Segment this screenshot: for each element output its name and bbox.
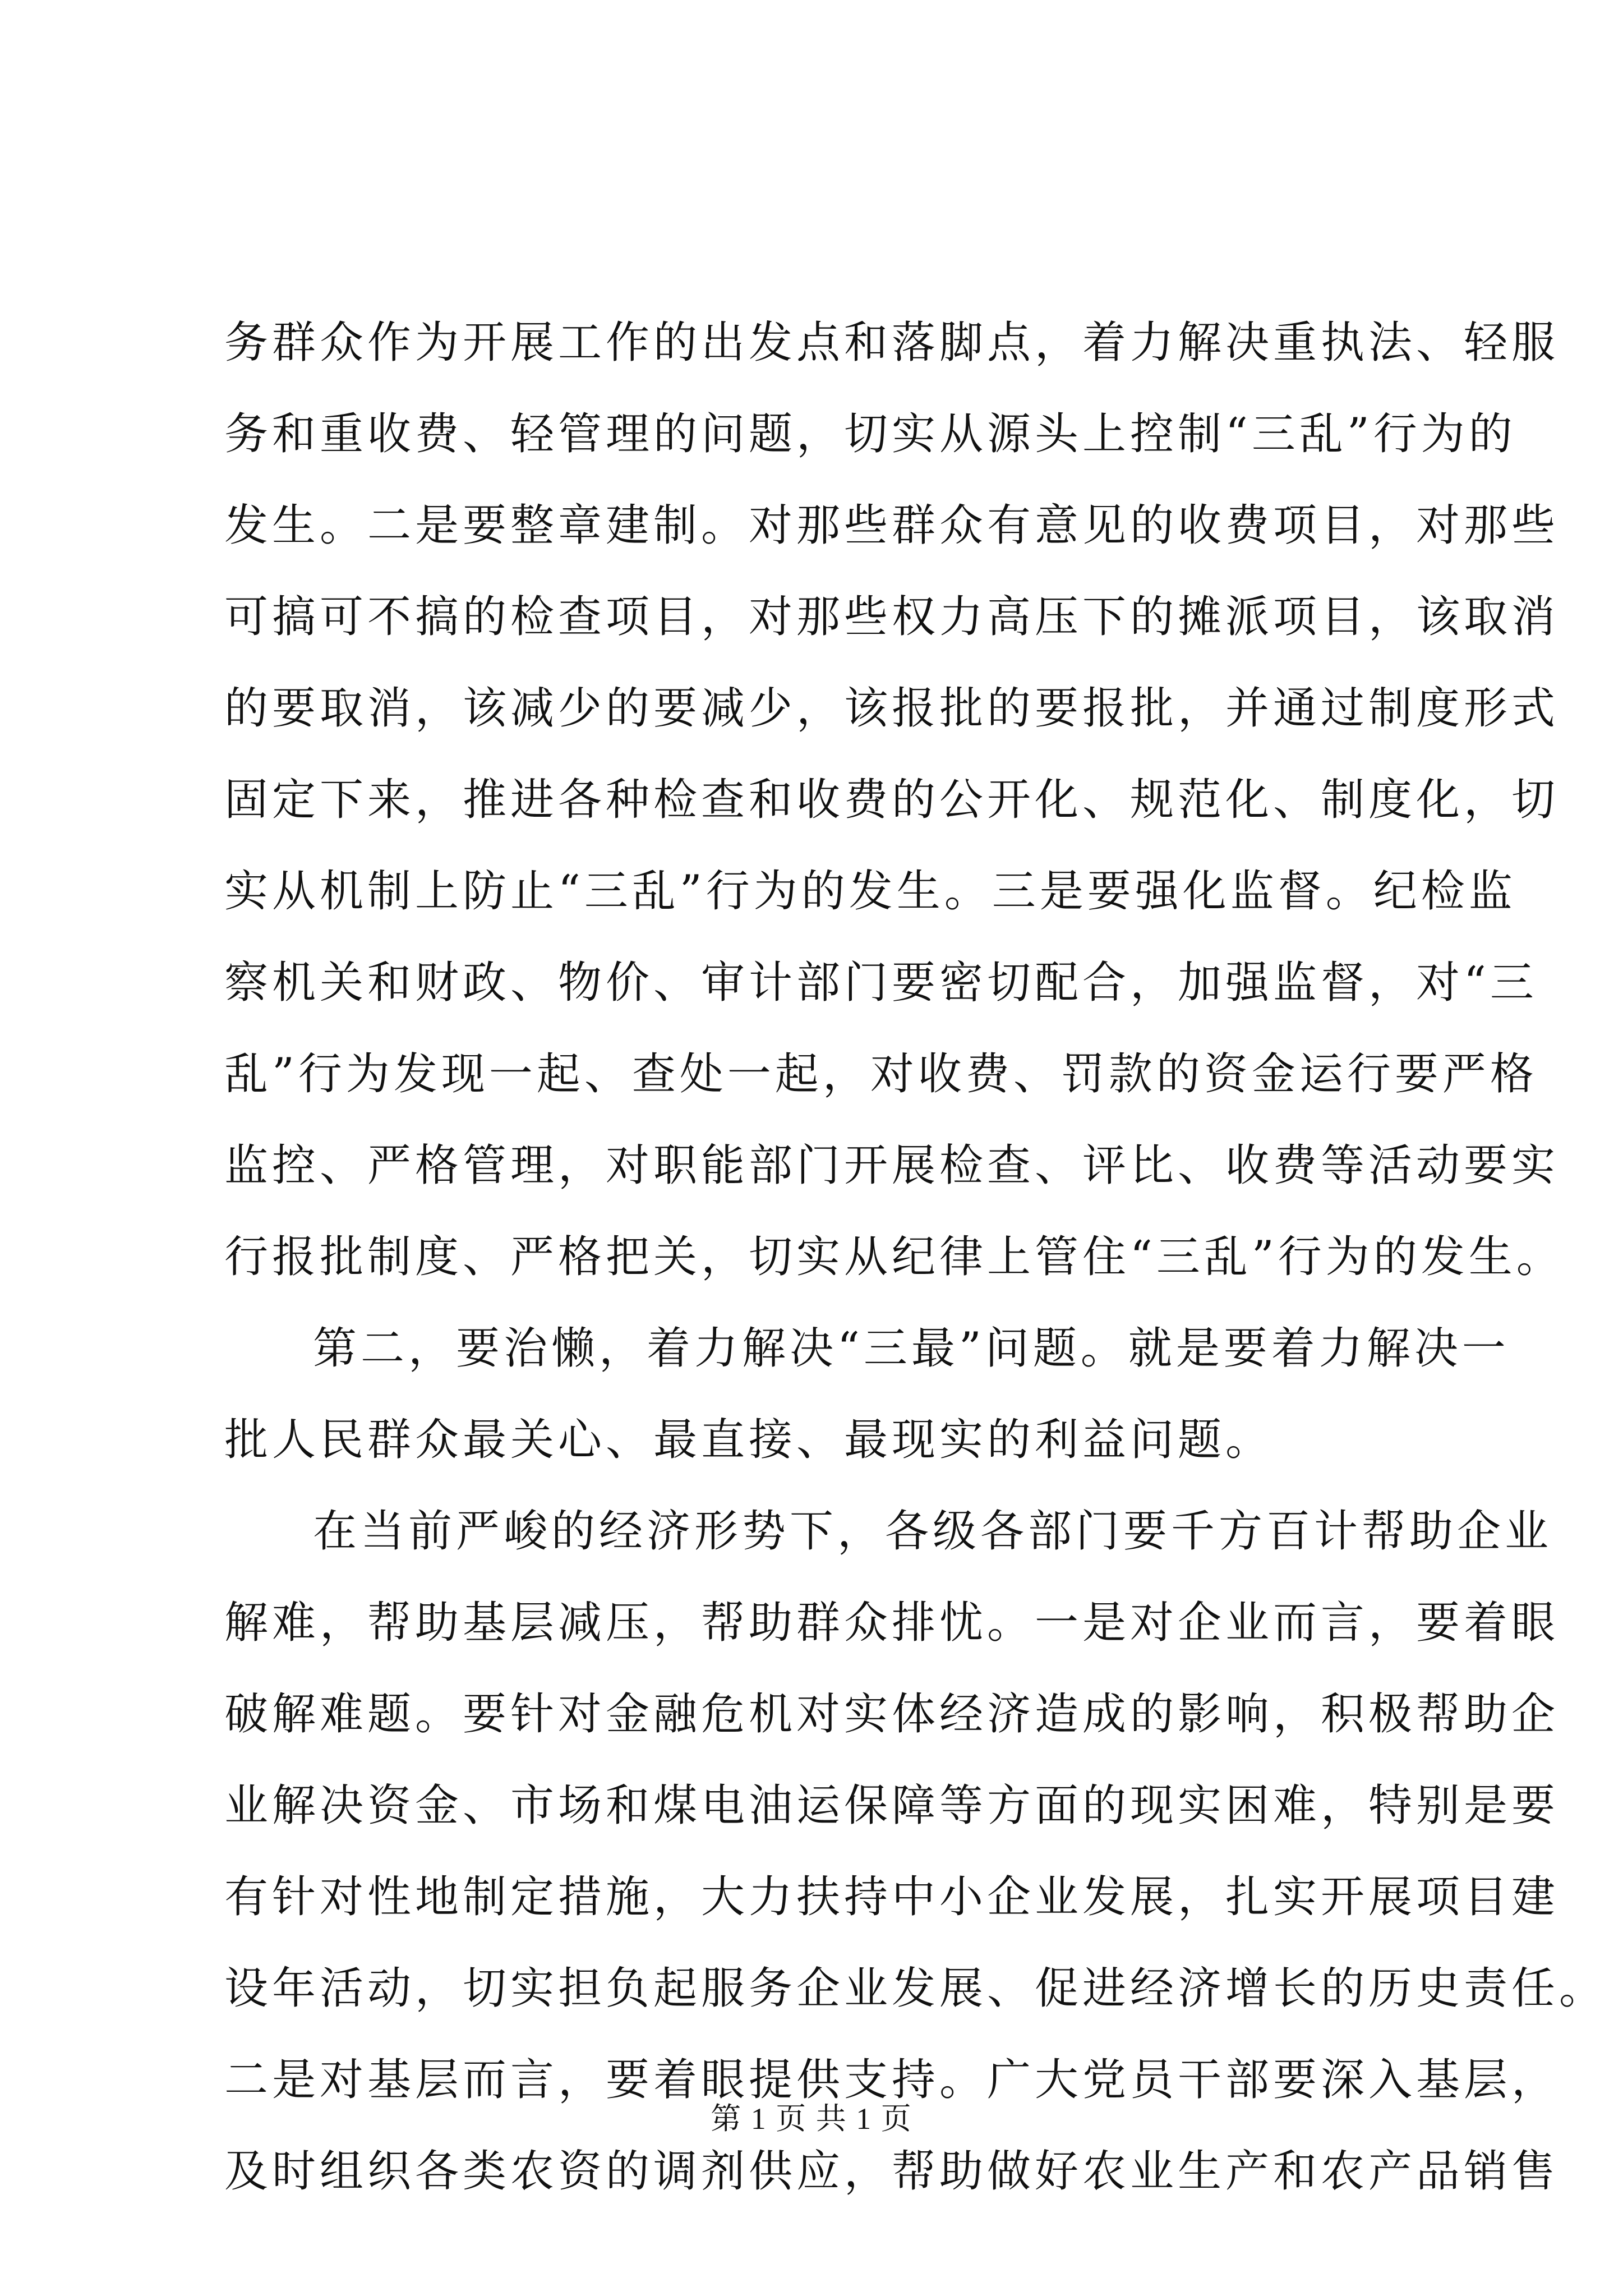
text-line: 行报批制度、严格把关，切实从纪律上管住“三乱”行为的发生。	[224, 1232, 1564, 1282]
text-line: 务和重收费、轻管理的问题，切实从源头上控制“三乱”行为的	[224, 409, 1516, 459]
text-line: 在当前严峻的经济形势下，各级各部门要千方百计帮助企业	[313, 1506, 1553, 1557]
text-line: 乱”行为发现一起、查处一起，对收费、罚款的资金运行要严格	[224, 1049, 1538, 1099]
text-line: 可搞可不搞的检查项目，对那些权力高压下的摊派项目，该取消	[224, 592, 1560, 642]
text-line: 实从机制上防止“三乱”行为的发生。三是要强化监督。纪检监	[224, 866, 1516, 917]
text-line: 解难，帮助基层减压，帮助群众排忧。一是对企业而言，要着眼	[224, 1598, 1560, 1648]
text-line: 及时组织各类农资的调剂供应，帮助做好农业生产和农产品销售	[224, 2146, 1560, 2197]
text-line: 破解难题。要针对金融危机对实体经济造成的影响，积极帮助企	[224, 1689, 1560, 1740]
text-line: 察机关和财政、物价、审计部门要密切配合，加强监督，对“三	[224, 958, 1538, 1008]
text-line: 设年活动，切实担负起服务企业发展、促进经济增长的历史责任。	[224, 1963, 1607, 2014]
text-line: 监控、严格管理，对职能部门开展检查、评比、收费等活动要实	[224, 1140, 1560, 1191]
text-line: 发生。二是要整章建制。对那些群众有意见的收费项目，对那些	[224, 500, 1560, 551]
document-body	[224, 297, 1607, 2217]
text-line: 有针对性地制定措施，大力扶持中小企业发展，扎实开展项目建	[224, 1872, 1560, 1922]
text-line: 的要取消，该减少的要减少，该报批的要报批，并通过制度形式	[224, 683, 1560, 734]
text-line: 二是对基层而言，要着眼提供支持。广大党员干部要深入基层，	[224, 2055, 1560, 2105]
text-line: 务群众作为开展工作的出发点和落脚点，着力解决重执法、轻服	[224, 318, 1560, 368]
text-line: 批人民群众最关心、最直接、最现实的利益问题。	[224, 1415, 1274, 1465]
text-line: 固定下来，推进各种检查和收费的公开化、规范化、制度化，切	[224, 775, 1560, 825]
text-line: 业解决资金、市场和煤电油运保障等方面的现实困难，特别是要	[224, 1780, 1560, 1831]
page-footer: 第 1 页 共 1 页	[711, 2102, 912, 2136]
text-line: 第二，要治懒，着力解决“三最”问题。就是要着力解决一	[313, 1323, 1510, 1374]
